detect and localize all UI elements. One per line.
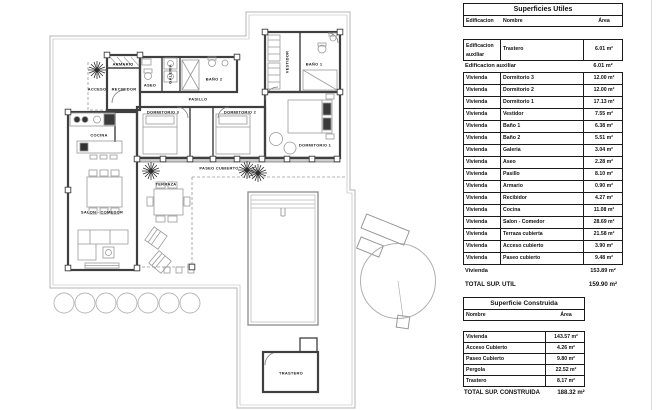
- subtotal-value: 153.89 m²: [590, 268, 616, 274]
- cell-area: 5.51 m²: [595, 135, 613, 141]
- cell-edificacion: Vivienda: [464, 121, 501, 132]
- room-label-dormitorio-3: DORMITORIO 3: [146, 109, 180, 115]
- cell-area: 22.52 m²: [555, 367, 577, 373]
- pool: [248, 192, 318, 325]
- cell-nombre: Galeria: [501, 145, 584, 156]
- room-label-cocina: COCINA: [90, 132, 108, 138]
- room-label-bano-2: BAÑO 2: [205, 76, 223, 82]
- trastero-building: [263, 338, 318, 392]
- cell-edificacion: Vivienda: [464, 145, 501, 156]
- cell-area: 17.13 m²: [593, 99, 615, 105]
- cell-nombre: Armario: [501, 181, 584, 192]
- total-label: TOTAL SUP. UTIL: [465, 281, 516, 288]
- cell-nombre: Vivienda: [464, 332, 546, 342]
- cell-area: 12.00 m²: [593, 75, 615, 81]
- cell-area: 6.38 m²: [595, 123, 613, 129]
- cell-area: 28.69 m²: [593, 219, 615, 225]
- cell-nombre: Baño 1: [501, 121, 584, 132]
- cell-area: 6.01 m²: [595, 46, 613, 52]
- sofa-set: [78, 230, 128, 268]
- table-row: [463, 241, 623, 253]
- cell-edificacion: Vivienda: [464, 109, 501, 120]
- cell-nombre: Recibidor: [501, 193, 584, 204]
- house-walls: [68, 32, 340, 270]
- superficies-utiles-table: [463, 3, 623, 292]
- room-label-salon-comedor: SALON - COMEDOR: [80, 209, 124, 215]
- table-row: [463, 332, 585, 343]
- cell-nombre: Paseo Cubierto: [464, 354, 546, 364]
- cell-nombre: Vestidor: [501, 109, 584, 120]
- table-row: [463, 40, 623, 61]
- subtotal-label: Edificacion auxiliar: [465, 63, 516, 69]
- cell-area: 3.04 m²: [595, 147, 613, 153]
- col-header-area: Área: [560, 312, 572, 318]
- room-label-vestidor: VESTIDOR: [284, 50, 290, 74]
- room-label-paseo-cubierto: PASEO CUBIERTO: [199, 165, 239, 171]
- plant-icon: [238, 161, 256, 179]
- cell-area: 0.90 m²: [595, 183, 613, 189]
- room-label-dormitorio-2: DORMITORIO 2: [223, 109, 257, 115]
- table-row: [463, 109, 623, 121]
- cell-area: 8.17 m²: [557, 378, 575, 384]
- terrace-furniture: [145, 182, 194, 273]
- cell-nombre: Aseo: [501, 157, 584, 168]
- cell-edificacion: Vivienda: [464, 73, 501, 84]
- sheet-right-border: [651, 0, 652, 410]
- col-header-area: Área: [598, 18, 610, 24]
- table-row: [463, 133, 623, 145]
- cell-nombre: Pergola: [464, 365, 546, 375]
- table-row: [463, 217, 623, 229]
- cell-nombre: Trastero: [464, 376, 546, 386]
- total-row-util: [463, 278, 623, 292]
- total-row-construida: [463, 387, 585, 400]
- cell-nombre: Trastero: [501, 40, 584, 60]
- table-row: [463, 73, 623, 85]
- cell-nombre: Dormitorio 1: [501, 97, 584, 108]
- table-title: Superficies Utiles: [463, 3, 623, 16]
- cell-edificacion: Vivienda: [464, 181, 501, 192]
- table-row: [463, 97, 623, 109]
- table-row: [463, 121, 623, 133]
- col-header-nombre: Nombre: [503, 18, 523, 24]
- subtotal-row-vivienda: [463, 265, 623, 278]
- cell-area: 12.00 m²: [593, 87, 615, 93]
- table-row: [463, 343, 585, 354]
- cell-nombre: Acceso Cubierto: [464, 343, 546, 353]
- cell-nombre: Paseo cubierto: [501, 253, 584, 264]
- cell-nombre: Dormitorio 2: [501, 85, 584, 96]
- plant-icon: [88, 61, 106, 79]
- superficie-construida-table: [463, 297, 585, 400]
- subtotal-row-aux: [463, 61, 623, 72]
- cell-edificacion: Vivienda: [464, 133, 501, 144]
- room-label-acceso: ACCESO: [87, 86, 107, 92]
- cell-edificacion: Vivienda: [464, 241, 501, 252]
- table-row: [463, 376, 585, 387]
- cell-nombre: Acceso cubierto: [501, 241, 584, 252]
- tree: [357, 214, 436, 329]
- table-row: [463, 181, 623, 193]
- room-label-aseo: ASEO: [143, 82, 157, 88]
- cell-nombre: Salon - Comedor: [501, 217, 584, 228]
- cell-nombre: Dormitorio 3: [501, 73, 584, 84]
- cell-area: 11.08 m²: [593, 207, 615, 213]
- table-row: [463, 365, 585, 376]
- table-row: [463, 229, 623, 241]
- room-label-dormitorio-1: DORMITORIO 1: [298, 142, 332, 148]
- total-value: 159.90 m²: [588, 281, 618, 288]
- cell-area: 7.55 m²: [595, 111, 613, 117]
- table-header: [463, 310, 585, 322]
- table-row: [463, 205, 623, 217]
- col-header-edificacion: Edificacion: [466, 18, 494, 24]
- cell-edificacion: Vivienda: [464, 157, 501, 168]
- cell-area: 3.90 m²: [595, 243, 613, 249]
- total-value: 188.32 m²: [557, 390, 585, 396]
- room-label-pasillo: PASILLO: [188, 96, 208, 102]
- cell-edificacion: Edificacion auxiliar: [464, 40, 501, 60]
- cell-edificacion: Vivienda: [464, 193, 501, 204]
- cell-area: 4.26 m²: [557, 345, 575, 351]
- table-row: [463, 354, 585, 365]
- cell-nombre: Pasillo: [501, 169, 584, 180]
- cell-nombre: Baño 2: [501, 133, 584, 144]
- table-header: [463, 16, 623, 28]
- subtotal-value: 6.01 m²: [593, 63, 613, 69]
- cell-edificacion: Vivienda: [464, 205, 501, 216]
- room-label-trastero: TRASTERO: [279, 370, 303, 376]
- cell-nombre: Terraza cubierta: [501, 229, 584, 240]
- cell-edificacion: Vivienda: [464, 85, 501, 96]
- room-label-recibidor: RECIBIDOR: [111, 86, 137, 92]
- hedge: [54, 293, 200, 313]
- cell-area: 8.10 m²: [595, 171, 613, 177]
- cell-area: 4.27 m²: [595, 195, 613, 201]
- cell-area: 9.80 m²: [557, 356, 575, 362]
- cell-edificacion: Vivienda: [464, 217, 501, 228]
- cell-nombre: Cocina: [501, 205, 584, 216]
- dining-table: [87, 170, 122, 214]
- table-row: [463, 157, 623, 169]
- total-label: TOTAL SUP. CONSTRUIDA: [464, 390, 540, 396]
- cell-area: 2.28 m²: [595, 159, 613, 165]
- table-row: [463, 193, 623, 205]
- col-header-nombre: Nombre: [466, 312, 486, 318]
- plant-icon: [142, 162, 160, 180]
- table-row: [463, 85, 623, 97]
- table-title: Superficie Construida: [463, 297, 585, 310]
- table-row: [463, 169, 623, 181]
- plant-icon: [249, 164, 267, 182]
- cell-area: 21.58 m²: [593, 231, 615, 237]
- room-label-armario: ARMARIO: [112, 61, 134, 67]
- cell-area: 9.48 m²: [595, 255, 613, 261]
- cell-edificacion: Vivienda: [464, 229, 501, 240]
- room-label-terraza: TERRAZA: [155, 181, 177, 187]
- cell-edificacion: Vivienda: [464, 253, 501, 264]
- cell-edificacion: Vivienda: [464, 169, 501, 180]
- cell-area: 143.57 m²: [554, 334, 578, 340]
- room-label-bano-1: BAÑO 1: [305, 61, 323, 67]
- room-label-galeria: GALERIA: [167, 64, 173, 84]
- table-row: [463, 253, 623, 265]
- cell-edificacion: Vivienda: [464, 97, 501, 108]
- table-row: [463, 145, 623, 157]
- subtotal-label: Vivienda: [465, 268, 488, 274]
